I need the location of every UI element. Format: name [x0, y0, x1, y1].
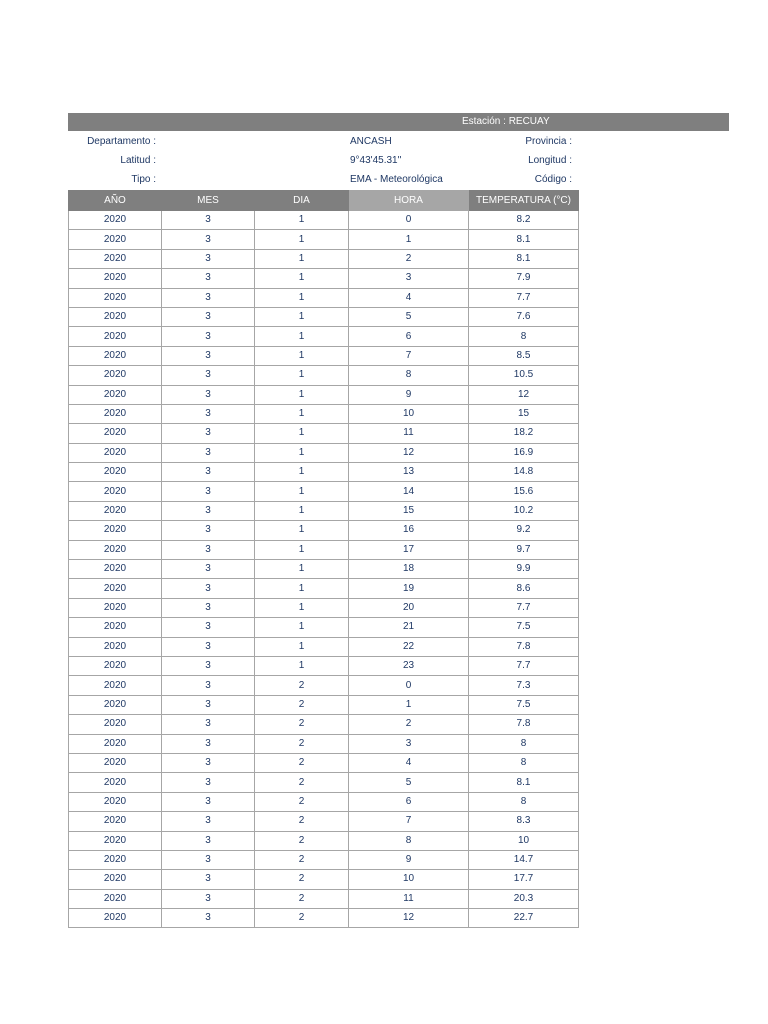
cell-temperatura: 22.7 — [469, 909, 579, 928]
cell-hora: 20 — [349, 598, 469, 617]
cell-temperatura: 12 — [469, 385, 579, 404]
cell-ano: 2020 — [69, 812, 162, 831]
cell-hora: 15 — [349, 501, 469, 520]
table-row — [69, 695, 579, 714]
table-row — [69, 618, 579, 637]
cell-temperatura: 8.5 — [469, 346, 579, 365]
cell-mes: 3 — [162, 889, 255, 908]
cell-mes: 3 — [162, 482, 255, 501]
cell-ano: 2020 — [69, 521, 162, 540]
cell-mes: 3 — [162, 656, 255, 675]
cell-mes: 3 — [162, 560, 255, 579]
cell-mes: 3 — [162, 812, 255, 831]
cell-ano: 2020 — [69, 792, 162, 811]
cell-mes: 3 — [162, 211, 255, 230]
cell-ano: 2020 — [69, 695, 162, 714]
cell-ano: 2020 — [69, 560, 162, 579]
table-row — [69, 598, 579, 617]
table-row — [69, 656, 579, 675]
cell-ano: 2020 — [69, 482, 162, 501]
cell-hora: 5 — [349, 773, 469, 792]
cell-dia: 2 — [255, 792, 349, 811]
column-header-dia: DIA — [255, 191, 349, 211]
provincia-label: Provincia : — [525, 136, 572, 147]
cell-hora: 0 — [349, 211, 469, 230]
table-row — [69, 404, 579, 423]
table-row — [69, 753, 579, 772]
cell-mes: 3 — [162, 909, 255, 928]
table-row — [69, 889, 579, 908]
table-row — [69, 792, 579, 811]
cell-dia: 1 — [255, 385, 349, 404]
cell-ano: 2020 — [69, 327, 162, 346]
cell-dia: 1 — [255, 230, 349, 249]
cell-mes: 3 — [162, 715, 255, 734]
cell-ano: 2020 — [69, 230, 162, 249]
cell-dia: 1 — [255, 424, 349, 443]
cell-temperatura: 7.7 — [469, 288, 579, 307]
cell-ano: 2020 — [69, 618, 162, 637]
cell-mes: 3 — [162, 249, 255, 268]
table-row — [69, 269, 579, 288]
cell-temperatura: 8.1 — [469, 249, 579, 268]
cell-ano: 2020 — [69, 443, 162, 462]
cell-ano: 2020 — [69, 909, 162, 928]
cell-mes: 3 — [162, 501, 255, 520]
cell-dia: 1 — [255, 307, 349, 326]
cell-mes: 3 — [162, 773, 255, 792]
cell-dia: 1 — [255, 598, 349, 617]
cell-mes: 3 — [162, 676, 255, 695]
latitud-label: Latitud : — [120, 155, 156, 166]
meta-row-departamento — [68, 133, 578, 151]
table-header-row — [69, 191, 579, 211]
table-row — [69, 715, 579, 734]
table-row — [69, 230, 579, 249]
cell-temperatura: 7.7 — [469, 656, 579, 675]
cell-dia: 1 — [255, 366, 349, 385]
cell-temperatura: 8 — [469, 792, 579, 811]
cell-dia: 2 — [255, 889, 349, 908]
cell-dia: 1 — [255, 211, 349, 230]
cell-dia: 1 — [255, 404, 349, 423]
cell-hora: 9 — [349, 850, 469, 869]
cell-mes: 3 — [162, 850, 255, 869]
cell-temperatura: 8.1 — [469, 230, 579, 249]
cell-temperatura: 7.9 — [469, 269, 579, 288]
cell-ano: 2020 — [69, 831, 162, 850]
cell-dia: 1 — [255, 560, 349, 579]
cell-mes: 3 — [162, 230, 255, 249]
cell-mes: 3 — [162, 366, 255, 385]
cell-ano: 2020 — [69, 889, 162, 908]
cell-mes: 3 — [162, 792, 255, 811]
cell-hora: 1 — [349, 695, 469, 714]
table-row — [69, 540, 579, 559]
cell-mes: 3 — [162, 307, 255, 326]
cell-hora: 17 — [349, 540, 469, 559]
cell-temperatura: 10.5 — [469, 366, 579, 385]
cell-mes: 3 — [162, 637, 255, 656]
cell-hora: 4 — [349, 288, 469, 307]
station-header-bar — [68, 113, 729, 131]
cell-ano: 2020 — [69, 773, 162, 792]
cell-hora: 10 — [349, 870, 469, 889]
cell-hora: 13 — [349, 463, 469, 482]
cell-dia: 1 — [255, 346, 349, 365]
cell-mes: 3 — [162, 463, 255, 482]
table-row — [69, 850, 579, 869]
table-row — [69, 579, 579, 598]
cell-dia: 2 — [255, 850, 349, 869]
cell-ano: 2020 — [69, 501, 162, 520]
cell-dia: 1 — [255, 269, 349, 288]
cell-temperatura: 17.7 — [469, 870, 579, 889]
cell-temperatura: 14.7 — [469, 850, 579, 869]
cell-ano: 2020 — [69, 715, 162, 734]
departamento-label: Departamento : — [87, 136, 156, 147]
cell-hora: 2 — [349, 249, 469, 268]
cell-hora: 4 — [349, 753, 469, 772]
cell-temperatura: 8.2 — [469, 211, 579, 230]
cell-dia: 2 — [255, 909, 349, 928]
cell-ano: 2020 — [69, 850, 162, 869]
cell-dia: 1 — [255, 249, 349, 268]
column-header-ano: AÑO — [69, 191, 162, 211]
cell-mes: 3 — [162, 521, 255, 540]
cell-temperatura: 10 — [469, 831, 579, 850]
table-row — [69, 366, 579, 385]
cell-hora: 2 — [349, 715, 469, 734]
cell-hora: 8 — [349, 831, 469, 850]
cell-temperatura: 10.2 — [469, 501, 579, 520]
table-row — [69, 773, 579, 792]
cell-mes: 3 — [162, 269, 255, 288]
cell-hora: 12 — [349, 443, 469, 462]
cell-hora: 3 — [349, 734, 469, 753]
cell-temperatura: 9.7 — [469, 540, 579, 559]
cell-mes: 3 — [162, 346, 255, 365]
cell-temperatura: 9.9 — [469, 560, 579, 579]
tipo-label: Tipo : — [131, 174, 156, 185]
cell-mes: 3 — [162, 385, 255, 404]
cell-hora: 21 — [349, 618, 469, 637]
cell-dia: 2 — [255, 715, 349, 734]
cell-ano: 2020 — [69, 288, 162, 307]
cell-mes: 3 — [162, 288, 255, 307]
table-row — [69, 385, 579, 404]
cell-dia: 1 — [255, 327, 349, 346]
cell-temperatura: 7.8 — [469, 637, 579, 656]
table-row — [69, 307, 579, 326]
cell-temperatura: 20.3 — [469, 889, 579, 908]
departamento-value: ANCASH — [350, 136, 392, 147]
cell-temperatura: 15.6 — [469, 482, 579, 501]
cell-temperatura: 7.6 — [469, 307, 579, 326]
cell-hora: 11 — [349, 424, 469, 443]
cell-dia: 2 — [255, 812, 349, 831]
longitud-label: Longitud : — [528, 155, 572, 166]
table-row — [69, 812, 579, 831]
cell-mes: 3 — [162, 598, 255, 617]
cell-ano: 2020 — [69, 734, 162, 753]
cell-temperatura: 8 — [469, 753, 579, 772]
cell-ano: 2020 — [69, 307, 162, 326]
latitud-value: 9°43'45.31'' — [350, 155, 402, 166]
cell-temperatura: 8.6 — [469, 579, 579, 598]
codigo-label: Código : — [534, 174, 572, 185]
cell-ano: 2020 — [69, 676, 162, 695]
table-row — [69, 346, 579, 365]
temperature-table — [68, 190, 579, 928]
cell-temperatura: 7.3 — [469, 676, 579, 695]
cell-ano: 2020 — [69, 540, 162, 559]
table-row — [69, 831, 579, 850]
cell-dia: 1 — [255, 521, 349, 540]
cell-temperatura: 8 — [469, 734, 579, 753]
cell-dia: 2 — [255, 734, 349, 753]
cell-temperatura: 8.1 — [469, 773, 579, 792]
cell-hora: 14 — [349, 482, 469, 501]
cell-mes: 3 — [162, 695, 255, 714]
cell-temperatura: 14.8 — [469, 463, 579, 482]
cell-mes: 3 — [162, 831, 255, 850]
cell-hora: 5 — [349, 307, 469, 326]
cell-mes: 3 — [162, 404, 255, 423]
table-row — [69, 870, 579, 889]
table-row — [69, 734, 579, 753]
cell-hora: 7 — [349, 346, 469, 365]
cell-ano: 2020 — [69, 404, 162, 423]
cell-hora: 10 — [349, 404, 469, 423]
cell-hora: 0 — [349, 676, 469, 695]
cell-temperatura: 8 — [469, 327, 579, 346]
cell-mes: 3 — [162, 579, 255, 598]
cell-mes: 3 — [162, 443, 255, 462]
column-header-hora: HORA — [349, 191, 469, 211]
cell-ano: 2020 — [69, 598, 162, 617]
cell-temperatura: 8.3 — [469, 812, 579, 831]
cell-hora: 1 — [349, 230, 469, 249]
cell-dia: 2 — [255, 831, 349, 850]
cell-temperatura: 7.5 — [469, 618, 579, 637]
cell-mes: 3 — [162, 327, 255, 346]
cell-temperatura: 7.5 — [469, 695, 579, 714]
cell-dia: 2 — [255, 695, 349, 714]
cell-mes: 3 — [162, 870, 255, 889]
table-row — [69, 676, 579, 695]
cell-dia: 1 — [255, 540, 349, 559]
cell-hora: 6 — [349, 792, 469, 811]
cell-dia: 2 — [255, 676, 349, 695]
cell-temperatura: 18.2 — [469, 424, 579, 443]
cell-ano: 2020 — [69, 656, 162, 675]
table-row — [69, 463, 579, 482]
cell-ano: 2020 — [69, 385, 162, 404]
cell-hora: 9 — [349, 385, 469, 404]
cell-dia: 1 — [255, 482, 349, 501]
cell-ano: 2020 — [69, 346, 162, 365]
cell-dia: 1 — [255, 443, 349, 462]
cell-temperatura: 16.9 — [469, 443, 579, 462]
table-row — [69, 909, 579, 928]
cell-mes: 3 — [162, 540, 255, 559]
cell-temperatura: 15 — [469, 404, 579, 423]
cell-hora: 11 — [349, 889, 469, 908]
cell-temperatura: 7.8 — [469, 715, 579, 734]
cell-dia: 1 — [255, 288, 349, 307]
cell-hora: 8 — [349, 366, 469, 385]
table-row — [69, 424, 579, 443]
cell-hora: 23 — [349, 656, 469, 675]
cell-ano: 2020 — [69, 870, 162, 889]
cell-hora: 19 — [349, 579, 469, 598]
cell-hora: 3 — [349, 269, 469, 288]
tipo-value: EMA - Meteorológica — [350, 174, 443, 185]
cell-ano: 2020 — [69, 211, 162, 230]
cell-ano: 2020 — [69, 366, 162, 385]
cell-hora: 18 — [349, 560, 469, 579]
station-name: Estación : RECUAY — [462, 116, 550, 127]
cell-ano: 2020 — [69, 637, 162, 656]
cell-dia: 1 — [255, 501, 349, 520]
cell-ano: 2020 — [69, 269, 162, 288]
table-row — [69, 327, 579, 346]
cell-mes: 3 — [162, 734, 255, 753]
table-row — [69, 521, 579, 540]
table-row — [69, 443, 579, 462]
table-row — [69, 501, 579, 520]
cell-hora: 7 — [349, 812, 469, 831]
meta-row-latitud — [68, 152, 578, 170]
cell-dia: 2 — [255, 773, 349, 792]
table-row — [69, 249, 579, 268]
cell-dia: 2 — [255, 870, 349, 889]
table-row — [69, 560, 579, 579]
station-metadata — [68, 133, 578, 189]
column-header-mes: MES — [162, 191, 255, 211]
table-row — [69, 637, 579, 656]
cell-hora: 22 — [349, 637, 469, 656]
cell-dia: 1 — [255, 579, 349, 598]
cell-dia: 1 — [255, 618, 349, 637]
cell-hora: 16 — [349, 521, 469, 540]
meta-row-tipo — [68, 171, 578, 189]
cell-ano: 2020 — [69, 424, 162, 443]
cell-dia: 1 — [255, 656, 349, 675]
cell-hora: 6 — [349, 327, 469, 346]
cell-dia: 2 — [255, 753, 349, 772]
cell-temperatura: 7.7 — [469, 598, 579, 617]
table-row — [69, 288, 579, 307]
cell-hora: 12 — [349, 909, 469, 928]
cell-mes: 3 — [162, 618, 255, 637]
column-header-temperatura: TEMPERATURA (°C) — [469, 191, 579, 211]
table-row — [69, 211, 579, 230]
table-body — [69, 211, 579, 928]
cell-ano: 2020 — [69, 753, 162, 772]
cell-dia: 1 — [255, 637, 349, 656]
cell-mes: 3 — [162, 753, 255, 772]
cell-ano: 2020 — [69, 249, 162, 268]
cell-temperatura: 9.2 — [469, 521, 579, 540]
table-row — [69, 482, 579, 501]
cell-dia: 1 — [255, 463, 349, 482]
cell-ano: 2020 — [69, 579, 162, 598]
cell-ano: 2020 — [69, 463, 162, 482]
cell-mes: 3 — [162, 424, 255, 443]
